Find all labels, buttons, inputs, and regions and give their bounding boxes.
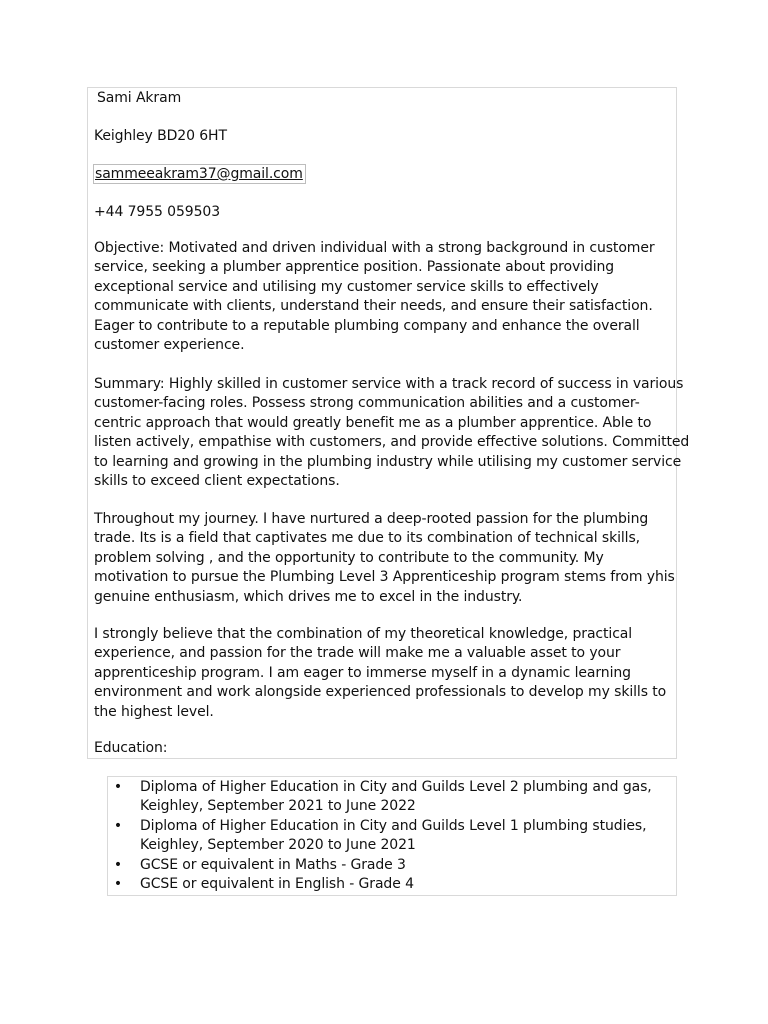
education-item-line: GCSE or equivalent in English - Grade 4	[140, 876, 414, 893]
objective-line: exceptional service and utilising my customer service skills to effectively	[94, 278, 599, 295]
education-item-line: Diploma of Higher Education in City and Guilds Level 1 plumbing studies,	[140, 817, 647, 834]
journey-line: problem solving , and the opportunity to contribute to the community. My	[94, 549, 604, 566]
belief-line: apprenticeship program. I am eager to immerse myself in a dynamic learning	[94, 664, 631, 681]
name-line: Sami Akram	[97, 90, 182, 106]
summary-paragraph	[94, 375, 690, 491]
belief-line: I strongly believe that the combination of my theoretical knowledge, practical	[94, 626, 633, 642]
address-line: Keighley BD20 6HT	[94, 128, 227, 144]
belief-paragraph	[94, 625, 684, 722]
phone-line: +44 7955 059503	[94, 204, 221, 220]
education-list	[113, 778, 652, 894]
summary-line: centric approach that would greatly benefit me as a plumber apprentice. Able to	[94, 414, 652, 431]
education-item	[113, 856, 652, 875]
journey-line: trade. Its is a field that captivates me due to its combination of technical skills,	[94, 530, 641, 547]
education-item-line: Keighley, September 2020 to June 2021	[140, 837, 416, 854]
summary-line: listen actively, empathise with customers, and provide effective solutions. Committed	[94, 434, 690, 451]
bullet-icon: •	[113, 876, 123, 893]
journey-line: genuine enthusiasm, which drives me to excel in the industry.	[94, 588, 523, 605]
education-item-line: GCSE or equivalent in Maths - Grade 3	[140, 856, 406, 873]
belief-line: environment and work alongside experienced professionals to develop my skills to	[94, 684, 667, 701]
objective-paragraph	[94, 239, 684, 355]
email-link[interactable]: sammeeakram37@gmail.com	[93, 164, 306, 184]
summary-line: customer-facing roles. Possess strong communication abilities and a customer-	[94, 395, 640, 412]
belief-line: experience, and passion for the trade will make me a valuable asset to your	[94, 645, 621, 662]
objective-line: Eager to contribute to a reputable plumbing company and enhance the overall	[94, 317, 640, 334]
journey-paragraph	[94, 510, 684, 607]
journey-line: motivation to pursue the Plumbing Level 3 Apprenticeship program stems from yhis	[94, 569, 675, 586]
bullet-icon: •	[113, 856, 123, 873]
education-item-line: Diploma of Higher Education in City and Guilds Level 2 plumbing and gas,	[140, 779, 652, 795]
summary-line: Summary: Highly skilled in customer service with a track record of success in various	[94, 376, 684, 392]
objective-line: service, seeking a plumber apprentice position. Passionate about providing	[94, 259, 615, 276]
objective-line: customer experience.	[94, 337, 245, 354]
belief-line: the highest level.	[94, 703, 214, 720]
summary-line: skills to exceed client expectations.	[94, 473, 340, 490]
bullet-icon: •	[113, 817, 123, 834]
objective-line: communicate with clients, understand their needs, and ensure their satisfaction.	[94, 298, 653, 315]
summary-line: to learning and growing in the plumbing industry while utilising my customer service	[94, 453, 682, 470]
education-item-line: Keighley, September 2021 to June 2022	[140, 798, 416, 815]
education-item	[113, 817, 652, 856]
education-item	[113, 778, 652, 817]
objective-line: Objective: Motivated and driven individual with a strong background in customer	[94, 240, 655, 256]
education-heading: Education:	[94, 740, 168, 756]
education-item	[113, 875, 652, 894]
bullet-icon: •	[113, 779, 123, 795]
journey-line: Throughout my journey. I have nurtured a deep-rooted passion for the plumbing	[94, 511, 649, 527]
